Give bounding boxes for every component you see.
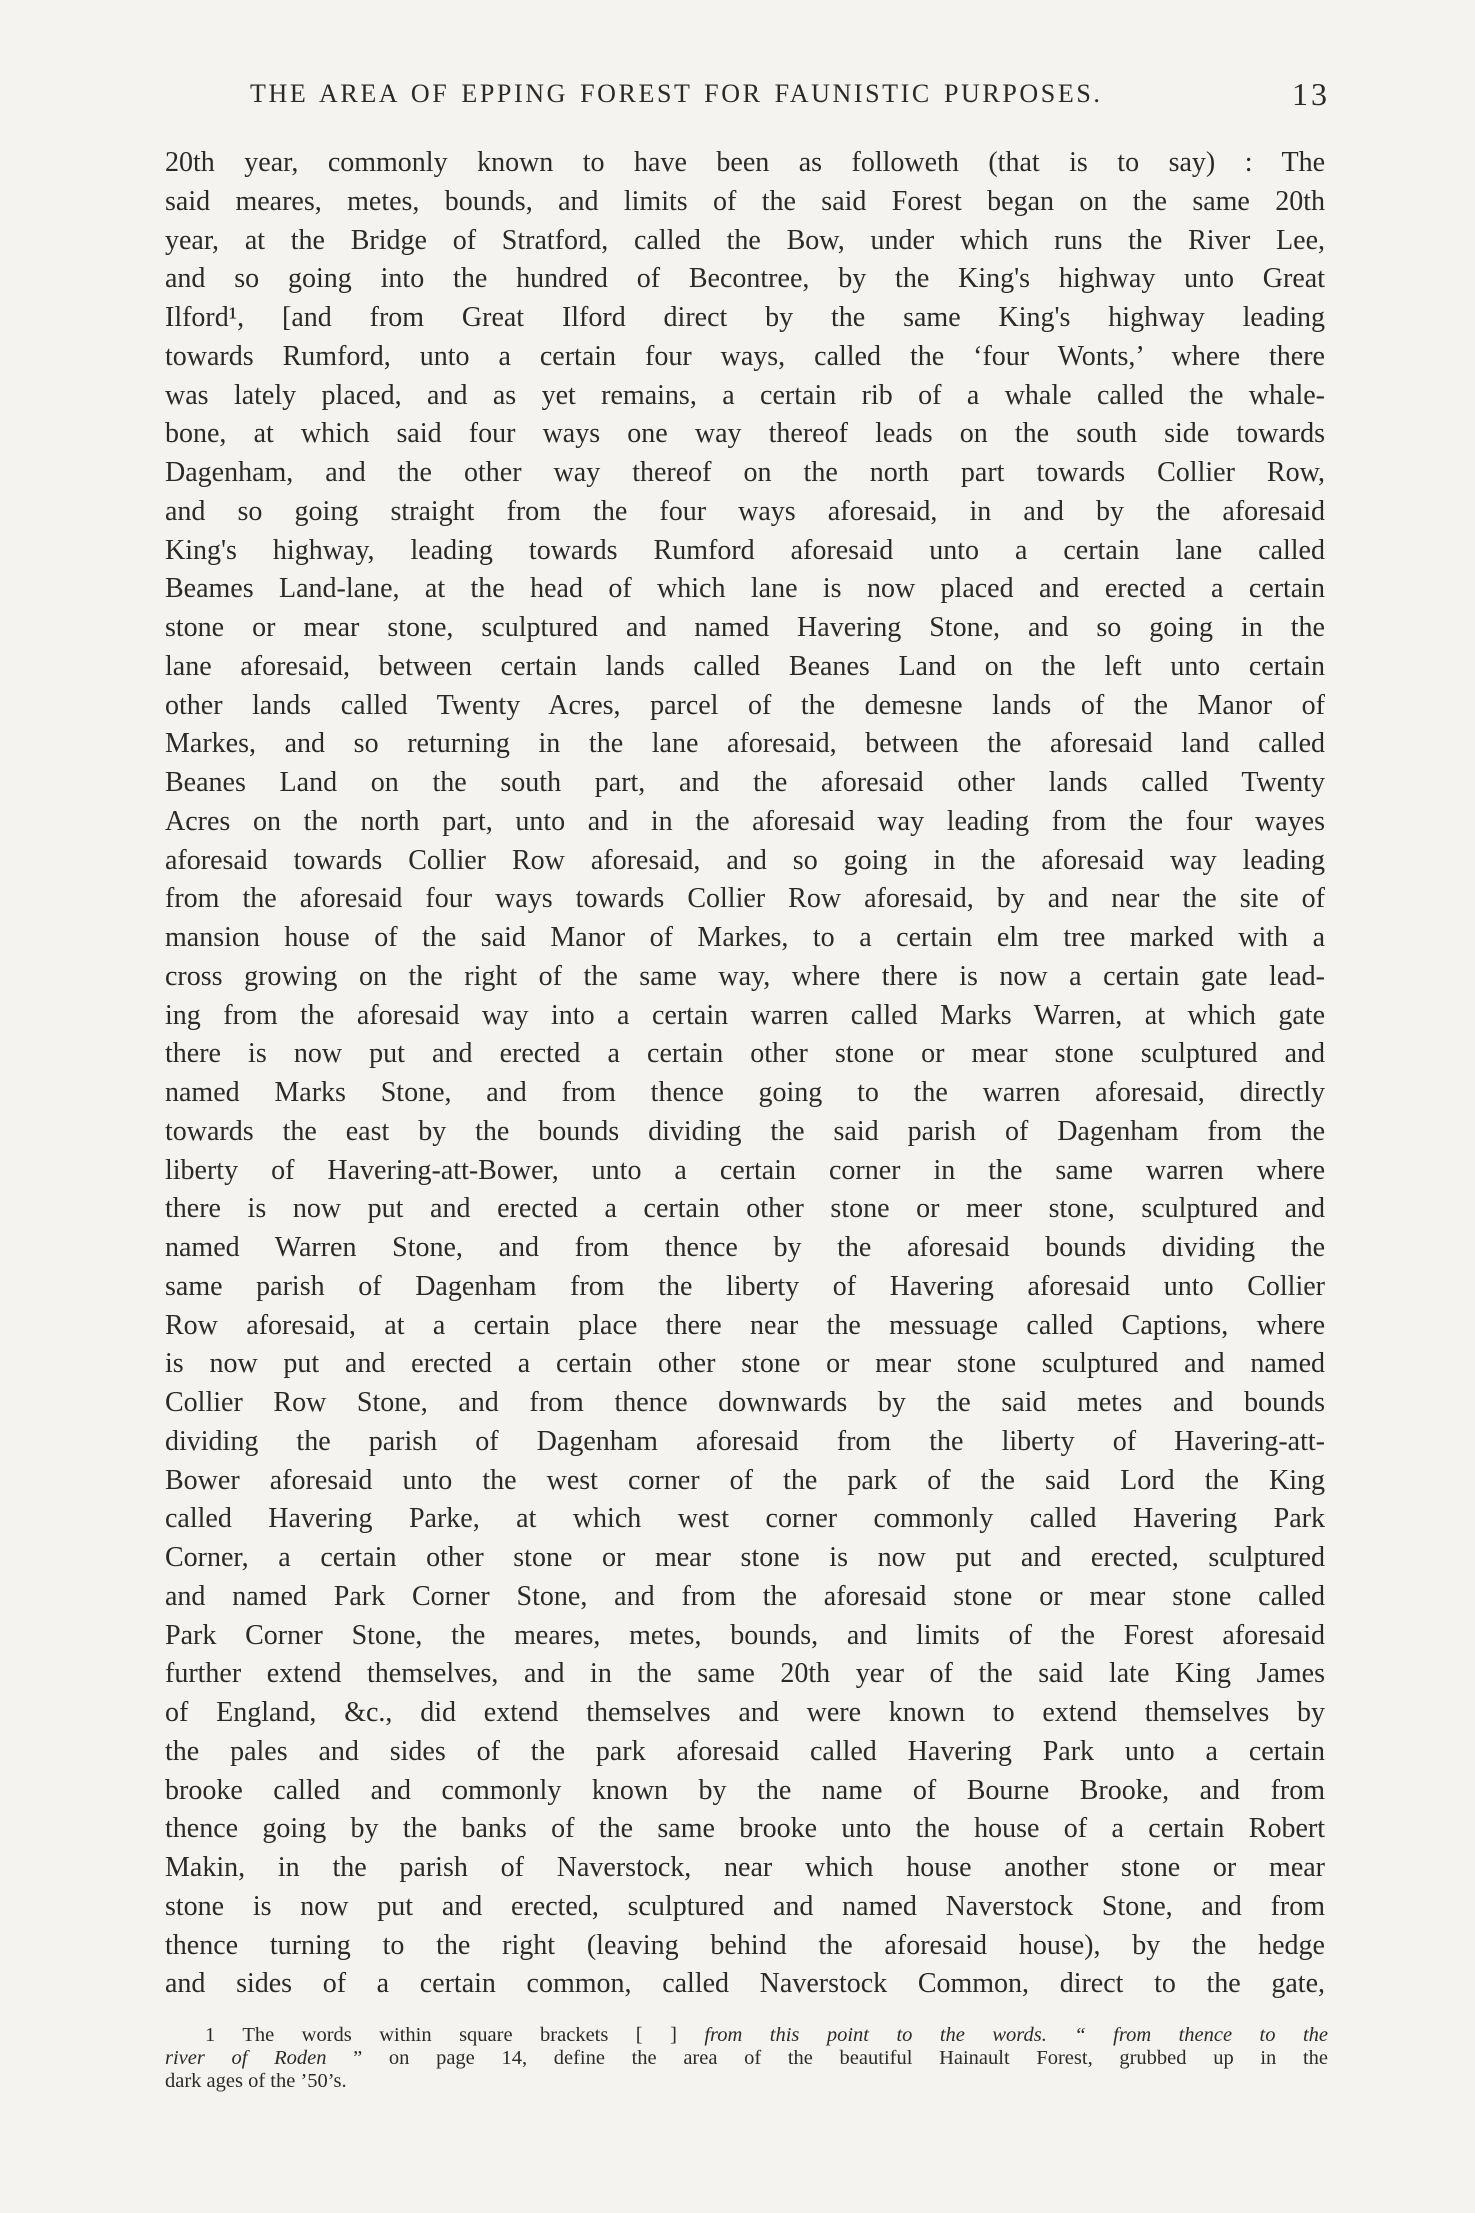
footnote [165,2024,1328,2093]
text-line: named Warren Stone, and from thence by the aforesaid bounds dividing the [165,1232,1325,1263]
text-line: stone or mear stone, sculptured and named Havering Stone, and so going in the [165,612,1325,643]
footnote-line [165,2024,1328,2047]
text-line: 20th year, commonly known to have been as followeth (that is to say) : The [165,147,1325,178]
footnote-text: The words within square brackets [ ] [242,2024,705,2046]
text-line: cross growing on the right of the same way, where there is now a certain gate lead- [165,960,1325,992]
text-line: of England, &c., did extend themselves and were known to extend themselves by [165,1697,1325,1728]
text-line: Ilford¹, [and from Great Ilford direct by the same King's highway leading [165,302,1325,333]
body-text [165,144,1325,2004]
text-line: Row aforesaid, at a certain place there near the messuage called Captions, where [165,1309,1325,1341]
text-line: ing from the aforesaid way into a certain warren called Marks Warren, at which gate [165,999,1325,1031]
text-line: liberty of Havering-att-Bower, unto a certain corner in the same warren where [165,1154,1325,1186]
footnote-text: ” on page 14, define the area of the beautiful Hainault Forest, grubbed up in the [326,2047,1329,2069]
text-line: Park Corner Stone, the meares, metes, bounds, and limits of the Forest aforesaid [165,1619,1325,1651]
text-line: year, at the Bridge of Stratford, called the Bow, under which runs the River Lee, [165,224,1325,256]
text-line: aforesaid towards Collier Row aforesaid, and so going in the aforesaid way leading [165,844,1325,876]
footnote-marker: 1 [205,2024,216,2046]
text-line: from the aforesaid four ways towards Collier Row aforesaid, by and near the site of [165,883,1325,915]
text-line: thence going by the banks of the same brooke unto the house of a certain Robert [165,1813,1325,1845]
text-line: named Marks Stone, and from thence going to the warren aforesaid, directly [165,1077,1325,1108]
text-line: and named Park Corner Stone, and from the aforesaid stone or mear stone called [165,1580,1325,1612]
text-line: Makin, in the parish of Naverstock, near which house another stone or mear [165,1852,1325,1883]
text-line: said meares, metes, bounds, and limits of the said Forest began on the same 20th [165,185,1325,217]
running-head [250,72,1330,116]
text-line: bone, at which said four ways one way thereof leads on the south side towards [165,418,1325,450]
text-line: same parish of Dagenham from the liberty of Havering aforesaid unto Collier [165,1270,1325,1302]
text-line: Corner, a certain other stone or mear stone is now put and erected, sculptured [165,1542,1325,1573]
text-line: lane aforesaid, between certain lands called Beanes Land on the left unto certain [165,650,1325,682]
text-line: Acres on the north part, unto and in the aforesaid way leading from the four wayes [165,805,1325,837]
text-line: Beames Land-lane, at the head of which lane is now placed and erected a certain [165,573,1325,605]
text-line: towards Rumford, unto a certain four ways, called the ‘four Wonts,’ where there [165,340,1325,372]
text-line: Beanes Land on the south part, and the aforesaid other lands called Twenty [165,767,1325,798]
text-line: is now put and erected a certain other stone or mear stone sculptured and named [165,1348,1325,1380]
text-line: called Havering Parke, at which west corner commonly called Havering Park [165,1503,1325,1535]
text-line: there is now put and erected a certain other stone or mear stone sculptured and [165,1038,1325,1070]
text-line: further extend themselves, and in the same 20th year of the said late King James [165,1658,1325,1690]
text-line: dividing the parish of Dagenham aforesaid from the liberty of Havering-att- [165,1425,1325,1457]
text-line: Collier Row Stone, and from thence downwards by the said metes and bounds [165,1387,1325,1418]
text-line: mansion house of the said Manor of Markes, to a certain elm tree marked with a [165,922,1325,953]
text-line: towards the east by the bounds dividing the said parish of Dagenham from the [165,1115,1325,1147]
text-line: Markes, and so returning in the lane aforesaid, between the aforesaid land called [165,728,1325,760]
footnote-line: dark ages of the ’50’s. [165,2070,347,2092]
text-line: Dagenham, and the other way thereof on the north part towards Collier Row, [165,457,1325,488]
text-line: stone is now put and erected, sculptured and named Naverstock Stone, and from [165,1890,1325,1922]
footnote-line [165,2047,1328,2070]
text-line: thence turning to the right (leaving behind the aforesaid house), by the hedge [165,1929,1325,1961]
page-number: 13 [1292,76,1330,112]
text-line: there is now put and erected a certain other stone or meer stone, sculptured and [165,1193,1325,1225]
text-line: and so going into the hundred of Becontree, by the King's highway unto Great [165,263,1325,295]
text-line: was lately placed, and as yet remains, a certain rib of a whale called the whale- [165,379,1325,411]
footnote-quote: river of Roden [165,2047,327,2069]
text-line: the pales and sides of the park aforesaid called Havering Park unto a certain [165,1735,1325,1767]
text-line: Bower aforesaid unto the west corner of the park of the said Lord the King [165,1464,1325,1496]
footnote-quote: “ from thence to the [1046,2024,1328,2046]
text-line: King's highway, leading towards Rumford aforesaid unto a certain lane called [165,534,1325,566]
text-line: and sides of a certain common, called Naverstock Common, direct to the gate, [165,1968,1325,2000]
text-line: and so going straight from the four ways aforesaid, in and by the aforesaid [165,495,1325,527]
text-line: brooke called and commonly known by the name of Bourne Brooke, and from [165,1774,1325,1806]
text-line: other lands called Twenty Acres, parcel of the demesne lands of the Manor of [165,689,1325,721]
running-title: THE AREA OF EPPING FOREST FOR FAUNISTIC PURPOSES. [250,79,1103,108]
footnote-quote: from this point to the words. [704,2024,1047,2046]
